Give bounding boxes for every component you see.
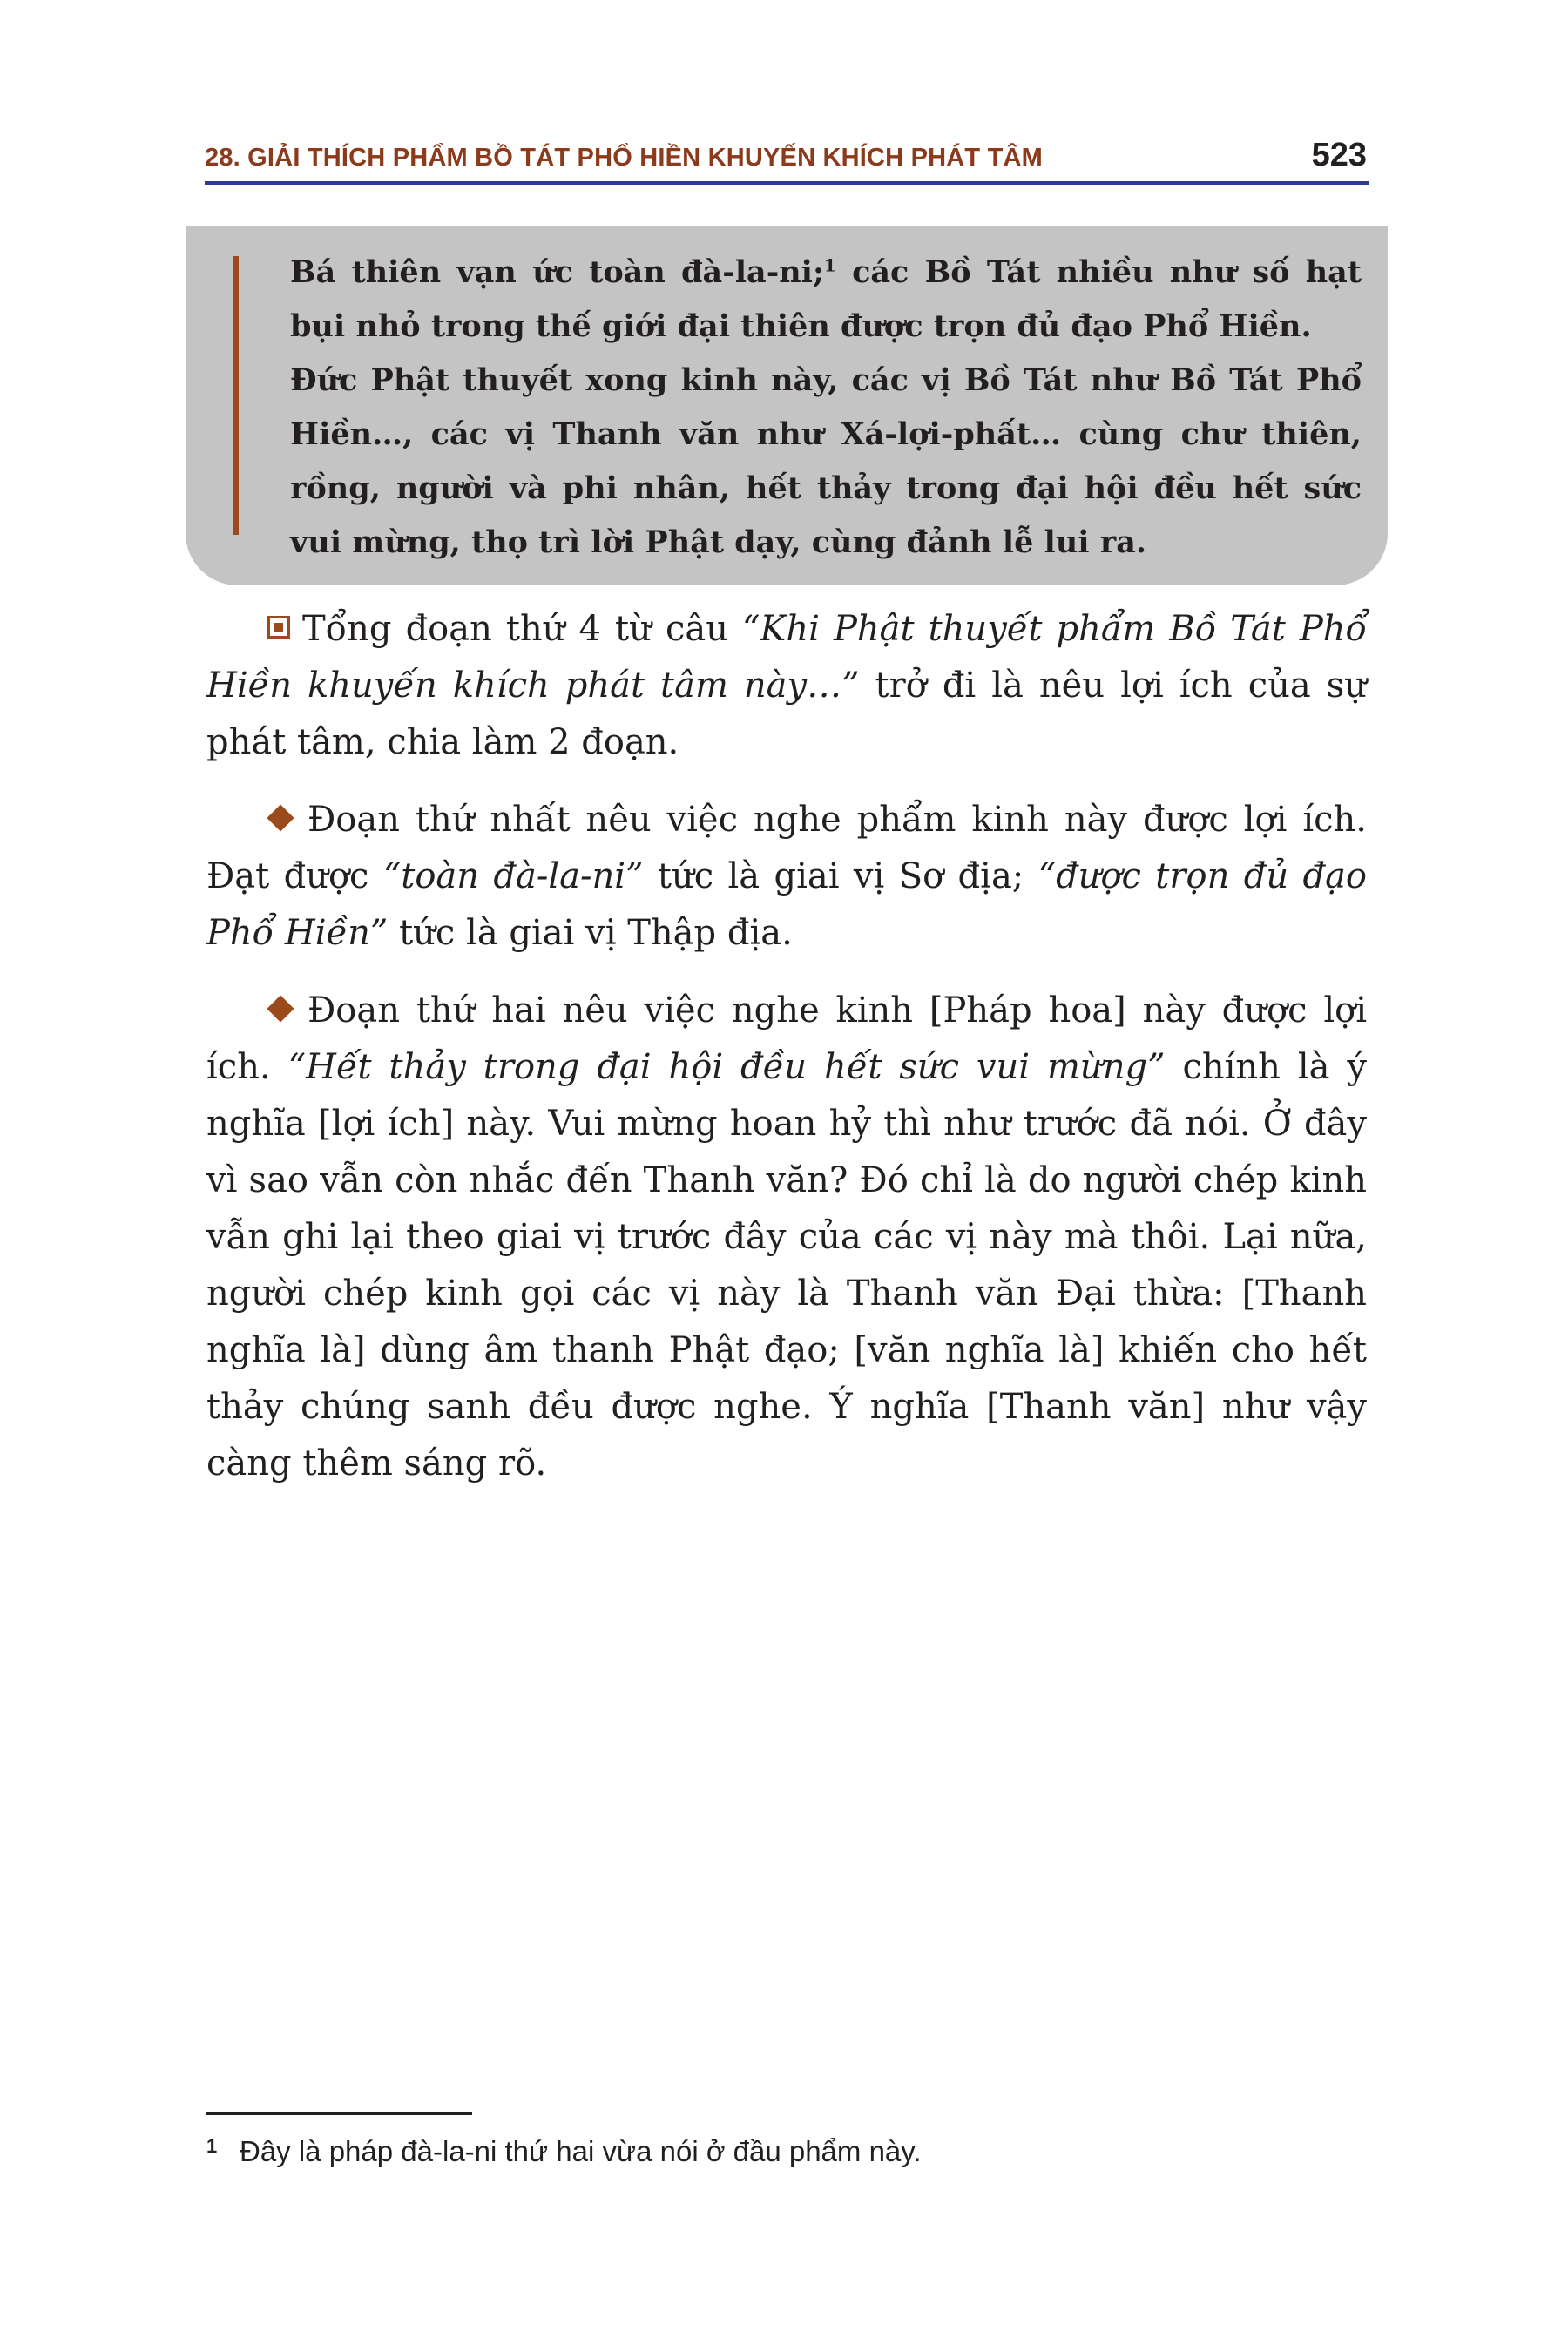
para1-text-a: Tổng đoạn thứ 4 từ câu: [302, 609, 743, 649]
footnote-mark: 1: [206, 2135, 218, 2157]
para2-text-b: tức là giai vị Sơ địa;: [643, 856, 1038, 896]
quote-accent-bar: [233, 256, 239, 535]
commentary-body: [206, 601, 1367, 1513]
para3-text-a: Đoạn thứ hai nêu việc nghe kinh [Pháp hoa] này được lợi ích.: [206, 990, 1367, 1087]
para2-text-c: tức là giai vị Thập địa.: [388, 913, 793, 953]
page-number: 523: [1311, 137, 1367, 173]
running-header: [205, 129, 1369, 185]
commentary-paragraph-2: [206, 792, 1367, 962]
para2-quote-1: “toàn đà-la-ni”: [382, 856, 644, 896]
commentary-paragraph-1: [206, 601, 1367, 771]
square-bullet-icon: [267, 616, 290, 639]
footnote-text: Đây là pháp đà-la-ni thứ hai vừa nói ở đầu phẩm này.: [240, 2135, 922, 2167]
footnote-rule: [206, 2112, 472, 2115]
footnote: [206, 2126, 1339, 2173]
para3-quote: “Hết thảy trong đại hội đều hết sức vui mừng”: [287, 1047, 1166, 1087]
header-rule: [205, 181, 1369, 185]
para3-text-b: chính là ý nghĩa [lợi ích] này. Vui mừng hoan hỷ thì như trước đã nói. Ở đây vì sao vẫn còn nhắc đến Thanh văn? Đó chỉ là do người chép kinh vẫn ghi lại theo giai vị trước đây của các vị này mà thôi. Lại nữa, người chép kinh gọi các vị này là Thanh văn Đại thừa: [Thanh nghĩa là] dùng âm thanh Phật đạo; [văn nghĩa là] khiến cho hết thảy chúng sanh đều được nghe. Ý nghĩa [Thanh văn] như vậy càng thêm sáng rõ.: [206, 1047, 1368, 1484]
diamond-bullet-icon: [267, 995, 294, 1022]
footnote-reference[interactable]: 1: [823, 254, 836, 276]
diamond-bullet-icon: [267, 804, 294, 831]
quote-paragraph-1: [290, 246, 1362, 354]
para1-text-b: trở đi là nêu lợi ích của sự phát tâm, chia làm 2 đoạn.: [206, 666, 1368, 762]
para2-text-a: Đoạn thứ nhất nêu việc nghe phẩm kinh này được lợi ích. Đạt được: [206, 800, 1367, 896]
quote-p1-end: các Bồ Tát nhiều như số hạt bụi nhỏ trong thế giới đại thiên được trọn đủ đạo Phổ Hiền.: [290, 254, 1362, 344]
sutra-quote-text: [290, 246, 1362, 570]
chapter-title: 28. GIẢI THÍCH PHẨM BỒ TÁT PHỔ HIỀN KHUYẾN KHÍCH PHÁT TÂM: [205, 144, 1043, 172]
quote-p1-start: Bá thiên vạn ức toàn đà-la-ni;: [290, 254, 824, 290]
quote-paragraph-2: Đức Phật thuyết xong kinh này, các vị Bồ Tát như Bồ Tát Phổ Hiền…, các vị Thanh văn như Xá-lợi-phất… cùng chư thiên, rồng, người và phi nhân, hết thảy trong đại hội đều hết sức vui mừng, thọ trì lời Phật dạy, cùng đảnh lễ lui ra.: [290, 362, 1362, 560]
para1-quote: “Khi Phật thuyết phẩm Bồ Tát Phổ Hiền khuyến khích phát tâm này…”: [206, 609, 1367, 706]
sutra-quote-box: [186, 226, 1388, 585]
para2-quote-2: “được trọn đủ đạo Phổ Hiền”: [206, 856, 1367, 953]
commentary-paragraph-3: [206, 983, 1367, 1492]
